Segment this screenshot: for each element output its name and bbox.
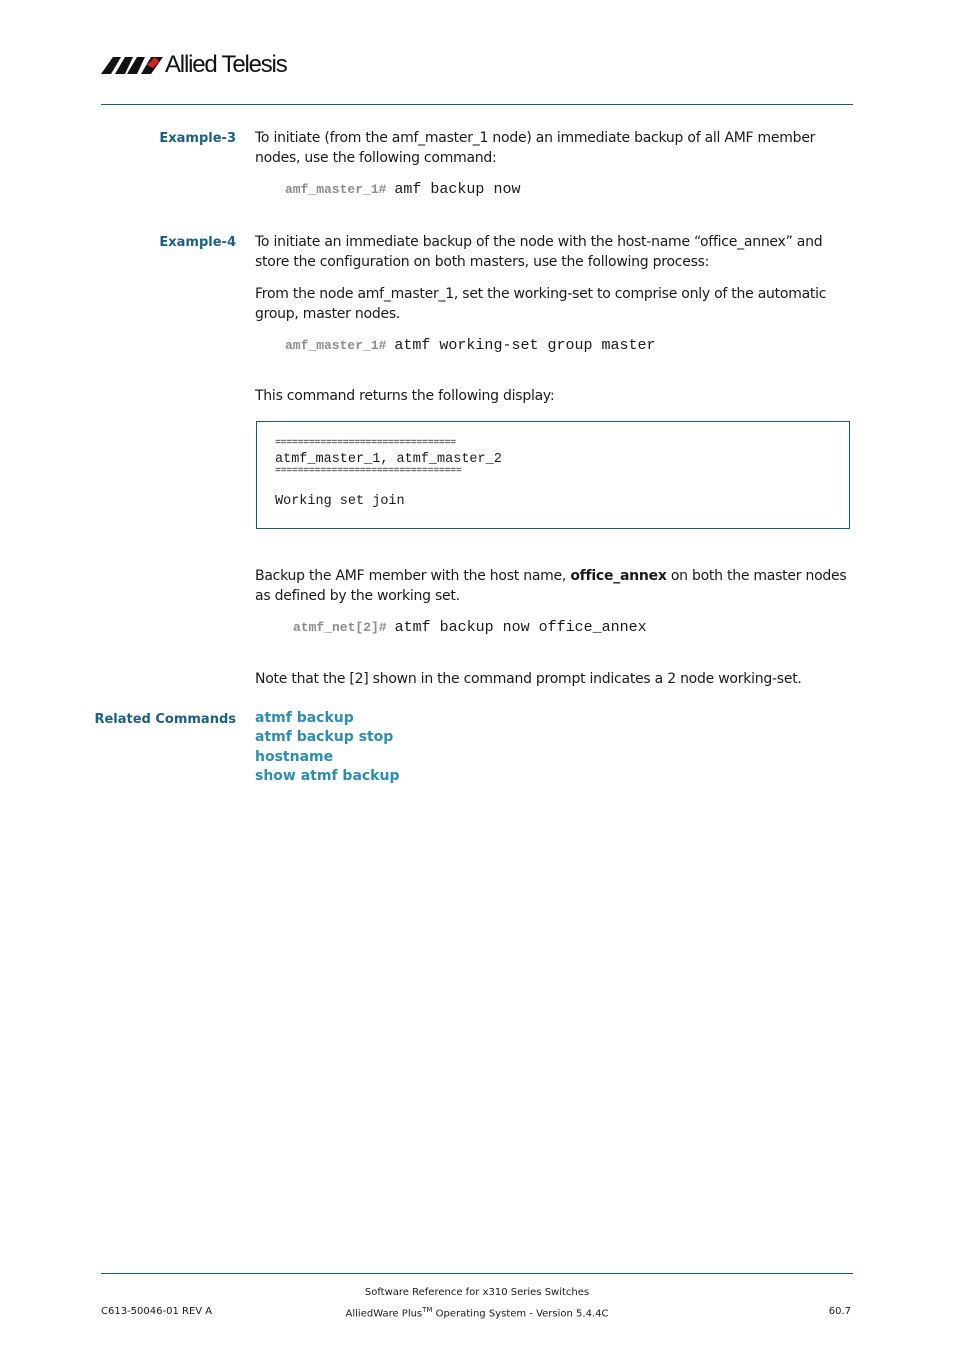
command-prompt: atmf_net[2]#	[293, 620, 387, 635]
related-commands-label: Related Commands	[94, 712, 236, 727]
note-text: Note that the [2] shown in the command prompt indicates a 2 node working-set.	[255, 671, 802, 687]
host-name-bold: office_annex	[570, 568, 667, 584]
allied-telesis-logo	[101, 50, 301, 80]
trademark: TM	[422, 1306, 433, 1314]
backup-member-text	[255, 567, 855, 606]
os-version: Operating System - Version 5.4.4C	[432, 1308, 609, 1320]
example-3-label: Example-3	[159, 131, 236, 146]
example-3-text: To initiate (from the amf_master_1 node) an immediate backup of all AMF member nodes, use the following command:	[255, 130, 816, 166]
backup-text-end: on both the master nodes as defined by the working set.	[255, 568, 847, 604]
link-atmf-backup[interactable]: atmf backup	[255, 710, 354, 726]
link-show-atmf-backup[interactable]: show atmf backup	[255, 768, 400, 784]
os-name: AlliedWare Plus	[345, 1308, 423, 1320]
command-prompt: amf_master_1#	[285, 182, 387, 197]
link-hostname[interactable]: hostname	[255, 749, 334, 765]
working-set-command	[285, 337, 655, 354]
footer-doc-id: C613-50046-01 REV A	[101, 1306, 213, 1317]
footer-os-version	[0, 1306, 954, 1319]
link-atmf-backup-stop[interactable]: atmf backup stop	[255, 729, 394, 745]
logo-mark-icon	[101, 50, 165, 80]
header-rule	[101, 104, 853, 105]
example-4-text: To initiate an immediate backup of the node with the host-name “office_annex” and store the configuration on both masters, use the following process:	[255, 234, 823, 270]
output-separator: ================================	[275, 438, 456, 449]
example-3-command	[285, 181, 520, 198]
command-prompt: amf_master_1#	[285, 338, 387, 353]
command-text: atmf working-set group master	[394, 337, 656, 354]
backup-text-start: Backup the AMF member with the host name,	[255, 568, 571, 584]
example-4-label: Example-4	[159, 235, 236, 250]
command-text: atmf backup now office_annex	[394, 619, 647, 636]
footer-page-number: 60.7	[828, 1306, 851, 1317]
brand-name: Allied Telesis	[165, 51, 287, 78]
command-text: amf backup now	[394, 181, 521, 198]
footer-rule	[101, 1273, 853, 1274]
output-status: Working set join	[275, 494, 405, 509]
output-separator: =================================	[275, 466, 462, 477]
backup-annex-command	[293, 619, 647, 636]
returns-text: This command returns the following display:	[255, 388, 555, 404]
output-masters: atmf_master_1, atmf_master_2	[275, 452, 502, 467]
command-output-box	[256, 421, 850, 529]
footer-title: Software Reference for x310 Series Switches	[364, 1287, 590, 1298]
example-4-working-set-text: From the node amf_master_1, set the working-set to comprise only of the automatic group, master nodes.	[255, 286, 827, 322]
